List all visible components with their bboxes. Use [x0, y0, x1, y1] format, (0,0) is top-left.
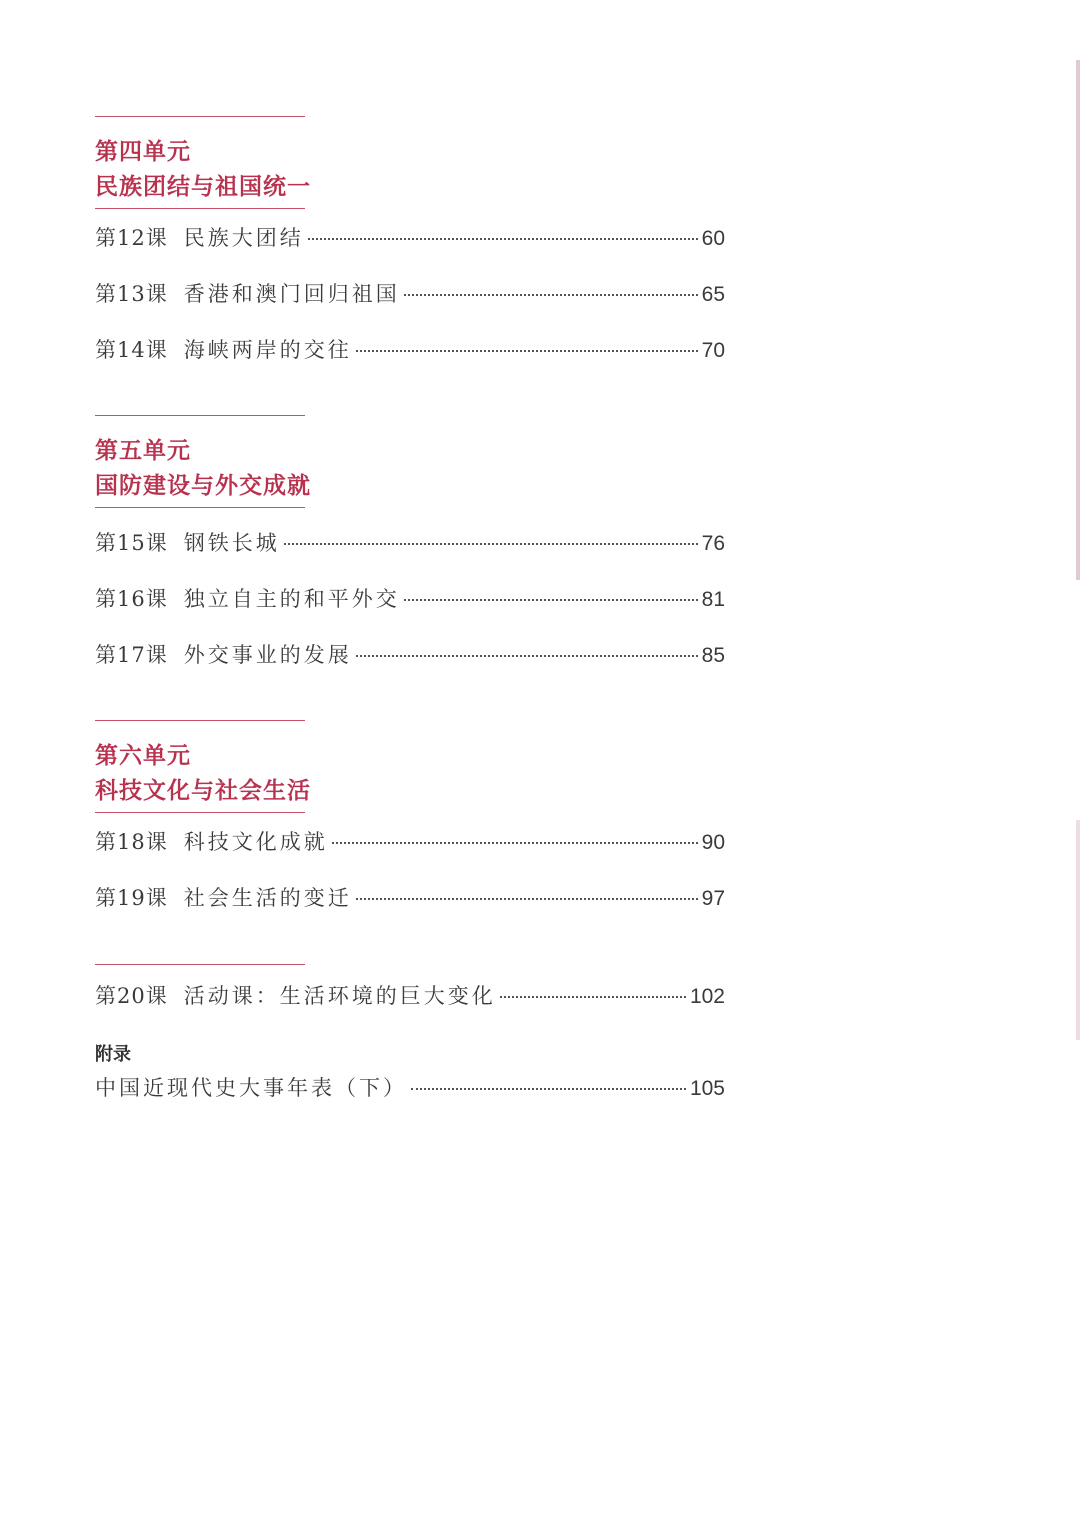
unit-number: 第五单元 — [95, 437, 191, 464]
page-number: 97 — [701, 887, 725, 910]
page-number: 105 — [689, 1077, 725, 1100]
dot-leader — [404, 294, 698, 296]
lesson-title: 海峡两岸的交往 — [183, 338, 352, 362]
unit-top-rule — [95, 116, 305, 117]
toc-entry[interactable] — [95, 882, 725, 912]
appendix-title: 中国近现代史大事年表（下） — [95, 1076, 407, 1100]
unit-bottom-rule — [95, 507, 305, 508]
dot-leader — [308, 238, 698, 240]
lesson-number: 第19课 — [95, 886, 168, 910]
lesson-number: 第15课 — [95, 531, 168, 555]
lesson-number: 第13课 — [95, 282, 168, 306]
dot-leader — [500, 996, 686, 998]
unit-top-rule — [95, 720, 305, 721]
appendix-label: 附录 — [95, 1044, 131, 1065]
toc-entry[interactable] — [95, 639, 725, 669]
page-edge-mark — [1076, 820, 1080, 1040]
page-edge-mark — [1076, 60, 1080, 580]
toc-entry[interactable] — [95, 1072, 725, 1102]
lesson-title: 科技文化成就 — [183, 830, 328, 854]
lesson-title: 活动课：生活环境的巨大变化 — [183, 984, 496, 1008]
dot-leader — [356, 655, 698, 657]
page-number: 81 — [701, 588, 725, 611]
lesson-number: 第17课 — [95, 643, 168, 667]
toc-entry[interactable] — [95, 826, 725, 856]
toc-entry[interactable] — [95, 583, 725, 613]
page-number: 60 — [701, 227, 725, 250]
toc-entry[interactable] — [95, 278, 725, 308]
lesson-title: 外交事业的发展 — [183, 643, 352, 667]
lesson-title: 钢铁长城 — [183, 531, 280, 555]
lesson-title: 独立自主的和平外交 — [183, 587, 400, 611]
lesson-title: 民族大团结 — [183, 226, 304, 250]
lesson-title: 社会生活的变迁 — [183, 886, 352, 910]
lesson-number: 第20课 — [95, 984, 168, 1008]
toc-entry[interactable] — [95, 527, 725, 557]
page-number: 102 — [689, 985, 725, 1008]
page-number: 76 — [701, 532, 725, 555]
page-number: 65 — [701, 283, 725, 306]
lesson-number: 第16课 — [95, 587, 168, 611]
unit-bottom-rule — [95, 208, 305, 209]
page-number: 90 — [701, 831, 725, 854]
dot-leader — [404, 599, 698, 601]
unit-top-rule — [95, 415, 305, 416]
unit-title: 科技文化与社会生活 — [95, 777, 311, 804]
lesson-number: 第14课 — [95, 338, 168, 362]
unit-number: 第六单元 — [95, 742, 191, 769]
unit-title: 民族团结与祖国统一 — [95, 173, 311, 200]
page-number: 85 — [701, 644, 725, 667]
toc-entry[interactable] — [95, 222, 725, 252]
page-number: 70 — [701, 339, 725, 362]
lesson-title: 香港和澳门回归祖国 — [183, 282, 400, 306]
toc-entry[interactable] — [95, 334, 725, 364]
dot-leader — [332, 842, 698, 844]
section-rule — [95, 964, 305, 965]
dot-leader — [356, 350, 698, 352]
lesson-number: 第12课 — [95, 226, 168, 250]
toc-entry[interactable] — [95, 980, 725, 1010]
dot-leader — [411, 1088, 686, 1090]
unit-bottom-rule — [95, 812, 305, 813]
dot-leader — [284, 543, 698, 545]
lesson-number: 第18课 — [95, 830, 168, 854]
unit-number: 第四单元 — [95, 138, 191, 165]
unit-title: 国防建设与外交成就 — [95, 472, 311, 499]
dot-leader — [356, 898, 698, 900]
